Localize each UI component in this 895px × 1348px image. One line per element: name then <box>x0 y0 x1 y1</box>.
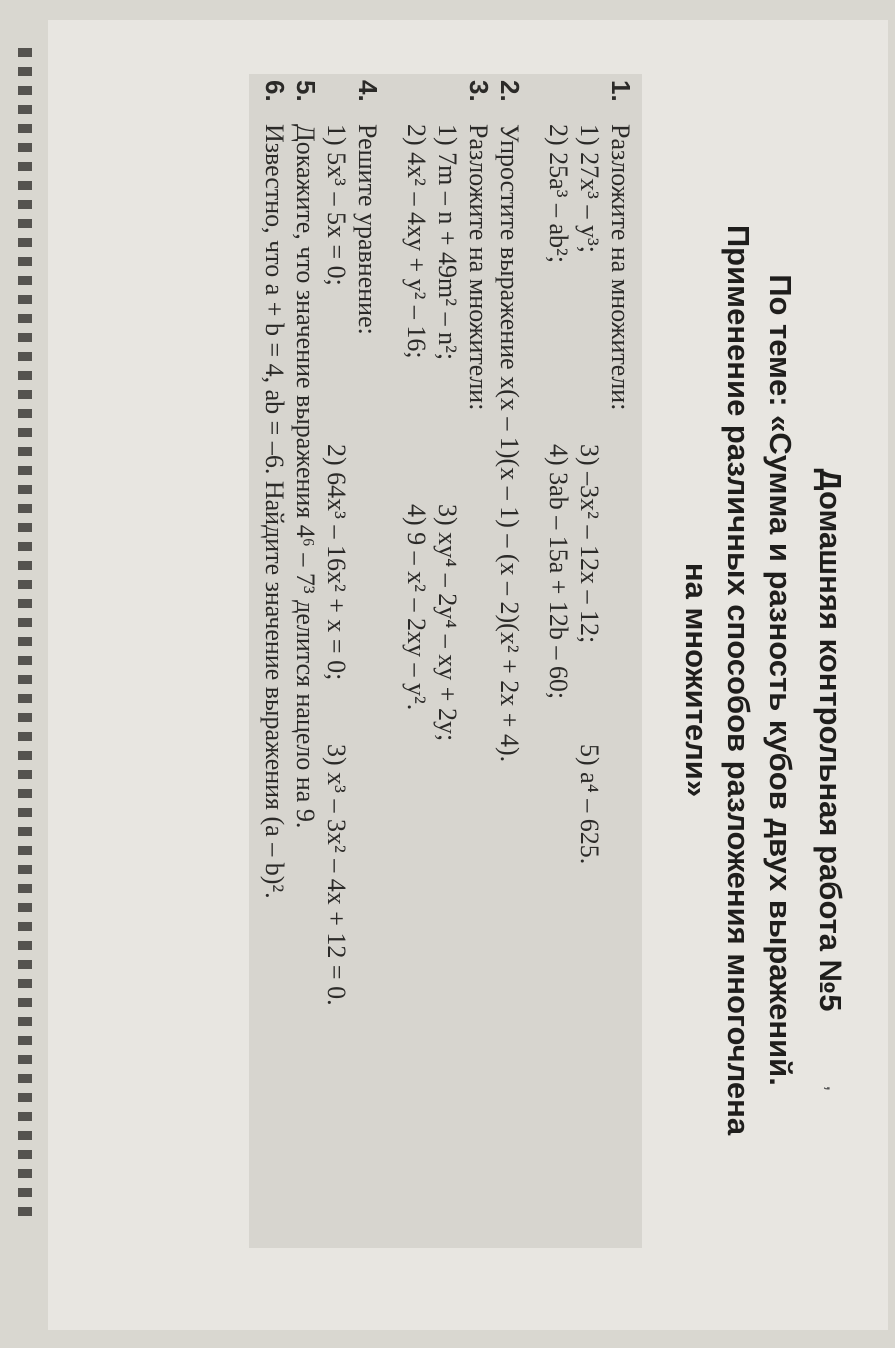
pen-mark: , <box>821 1085 848 1092</box>
task-6 <box>259 74 290 1234</box>
paper-sheet <box>48 20 888 1330</box>
topic-line-2: Применение различных способов разложения многочлена <box>721 224 756 1136</box>
task-row <box>574 124 605 1234</box>
task-item: 1) 27x³ – y³; <box>575 124 604 253</box>
task-item: 4) 9 – x² – 2xy – y². <box>402 504 431 711</box>
task-item: 1) 5x³ – 5x = 0; <box>322 124 351 286</box>
task-prompt: Разложите на множители: <box>464 124 493 411</box>
document-header <box>678 80 848 1280</box>
task-row <box>401 124 432 1234</box>
task-prompt: Докажите, что значение выражения 4⁶ – 7³ делится нацело на 9. <box>291 124 320 829</box>
topic-line-3: на множители» <box>679 562 714 798</box>
topic-line-1: По теме: «Сумма и разность кубов двух выражений. <box>763 274 798 1086</box>
rotated-page <box>48 20 888 1330</box>
binder-perforation <box>18 48 32 1223</box>
task-item: 3) xy⁴ – 2y⁴ – xy + 2y; <box>433 504 462 742</box>
task-number: 3. <box>464 80 494 102</box>
task-item: 2) 4x² – 4xy + y² – 16; <box>402 124 431 359</box>
task-item: 1) 7m – n + 49m² – n²; <box>433 124 462 361</box>
task-prompt: Упростите выражение x(x – 1)(x – 1) – (x – 2)(x² + 2x + 4). <box>495 124 524 763</box>
task-prompt: Решите уравнение: <box>353 124 382 335</box>
task-2 <box>494 74 525 1234</box>
task-number: 1. <box>606 80 636 102</box>
task-item: 2) 25a³ – ab²; <box>544 124 573 264</box>
task-prompt: Известно, что a + b = 4, ab = –6. Найдите значение выражения (a – b)². <box>260 124 289 899</box>
task-item: 3) –3x² – 12x – 12; <box>575 444 604 644</box>
task-5 <box>290 74 321 1234</box>
task-1 <box>543 74 636 1234</box>
document-title: Домашняя контрольная работа №5 <box>813 468 848 1012</box>
task-number: 6. <box>260 80 290 102</box>
task-item: 2) 64x³ – 16x² + x = 0; <box>322 444 351 681</box>
task-item: 3) x³ – 3x² – 4x + 12 = 0. <box>322 744 351 1006</box>
task-number: 2. <box>495 80 525 102</box>
task-3 <box>401 74 494 1234</box>
task-number: 4. <box>353 80 383 102</box>
task-list <box>249 74 642 1248</box>
task-prompt: Разложите на множители: <box>606 124 635 411</box>
task-number: 5. <box>291 80 321 102</box>
task-row <box>432 124 463 1234</box>
task-4 <box>321 74 383 1234</box>
task-row <box>543 124 574 1234</box>
task-item: 4) 3ab – 15a + 12b – 60; <box>544 444 573 700</box>
document-content <box>249 80 848 1280</box>
task-item: 5) a⁴ – 625. <box>575 744 604 865</box>
task-row <box>321 124 352 1234</box>
